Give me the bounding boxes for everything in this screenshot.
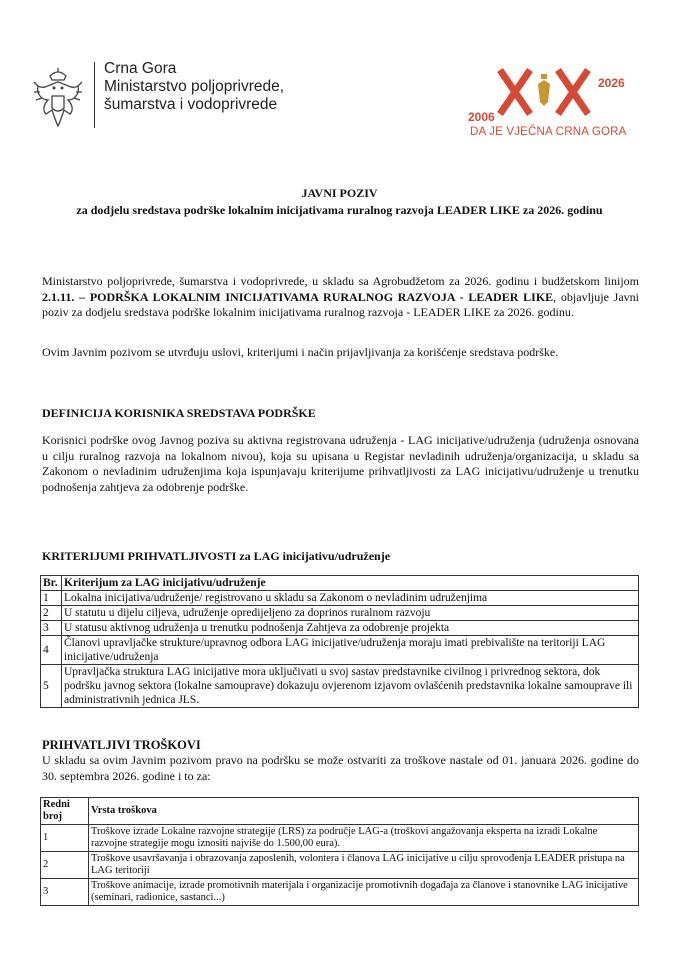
row-number: 3: [41, 879, 89, 906]
table-row: [41, 665, 639, 708]
criteria-table: [40, 575, 639, 708]
intro-text-end: , objavljuje Javni poziv za dodjelu sredstava podrške lokalnim inicijativama ruralnog razvoja - LEADER LIKE za 2026. godinu.: [42, 289, 639, 319]
row-number: 3: [41, 621, 62, 636]
costs-heading: PRIHVATLJIVI TROŠKOVI: [42, 738, 201, 752]
row-number: 2: [41, 606, 62, 621]
ministry-name: [104, 60, 284, 114]
logo-tagline: DA JE VJEČNA CRNA GORA: [470, 126, 627, 138]
row-text: Upravljačka struktura LAG inicijative mora uključivati u svoj sastav predstavnike civilnog i privrednog sektora, dok podršku javnog sektora (lokalne samouprave) dokazuju ovjerenom izjavom ovlašćenih predstavnika lokalne samouprave ili administrativnih jednica JLS.: [62, 665, 639, 708]
row-text: Članovi upravljačke strukture/upravnog odbora LAG inicijative/udruženja moraju imati prebivalište na teritoriji LAG inicijative/udruženja: [62, 636, 639, 665]
row-text: U statutu u dijelu ciljeva, udruženje opredijeljeno za doprinos ruralnom razvoju: [62, 606, 639, 621]
intro-paragraph: [42, 274, 639, 321]
row-number: 4: [41, 636, 62, 665]
table-row: [41, 636, 639, 665]
table-header-row: [41, 576, 639, 591]
col-header-criterion: Kriterijum za LAG inicijativu/udruženje: [62, 576, 639, 591]
definition-text: Korisnici podrške ovog Javnog poziva su aktivna registrovana udruženja - LAG inicijative/udruženja (udruženja osnovana u cilju ruralnog razvoja na lokalnom nivou), koja su upisana u Registar nevladinih udruženja/organizacija, u skladu sa Zakonom o nevladinim udruženjima koja ispunjavaju kriterijume prihvatljivosti za LAG inicijativu/udruženje u trenutku podnošenja zahtjeva za odobrenje podrške.: [42, 433, 639, 494]
table-row: [41, 606, 639, 621]
logo-year-right: 2026: [598, 76, 625, 90]
col-header-cost: Vrsta troškova: [89, 798, 639, 825]
ministry-line2: Ministarstvo poljoprivrede,: [104, 78, 285, 95]
table-row: [41, 621, 639, 636]
intro-paragraph-2: Ovim Javnim pozivom se utvrđuju uslovi, kriterijumi i način prijavljivanja za korišćenje sredstava podrške.: [42, 345, 559, 359]
row-number: 5: [41, 665, 62, 708]
intro-text-start: Ministarstvo poljoprivrede, šumarstva i vodoprivrede, u skladu sa Agrobudžetom za 2026. godinu i budžetskom linijom: [42, 274, 639, 288]
row-text: Troškove animacije, izrade promotivnih materijala i organizacije promotivnih događaja za članove i stanovnike LAG inicijative (seminari, radionice, sastanci...): [89, 879, 639, 906]
row-text: Lokalna inicijativa/udruženje/ registrovano u skladu sa Zakonom o nevladinim udruženjima: [62, 591, 639, 606]
row-text: Troškove izrade Lokalne razvojne strategije (LRS) za područje LAG-a (troškovi angažovanja eksperta na izradi Lokalne razvojne strategije mogu iznositi najviše do 1.500,00 eura).: [89, 825, 639, 852]
ministry-line1: Crna Gora: [104, 60, 177, 77]
col-header-no: Redni broj: [41, 798, 89, 825]
header-divider: [94, 62, 95, 128]
budget-line: 2.1.11. – PODRŠKA LOKALNIM INICIJATIVAMA RURALNOG RAZVOJA - LEADER LIKE: [42, 289, 554, 304]
coat-of-arms-icon: [30, 66, 86, 132]
row-number: 1: [41, 825, 89, 852]
document-title: JAVNI POZIV: [301, 186, 378, 200]
row-number: 1: [41, 591, 62, 606]
col-header-no: Br.: [41, 576, 62, 591]
criteria-heading: KRITERIJUMI PRIHVATLJIVOSTI za LAG inicijativu/udruženje: [42, 549, 391, 563]
table-row: [41, 591, 639, 606]
costs-intro: U skladu sa ovim Javnim pozivom pravo na podršku se može ostvariti za troškove nastale od 01. januara 2026. godine do 30. septembra 2026. godine i to za:: [42, 753, 639, 783]
costs-table: [40, 797, 639, 906]
table-header-row: [41, 798, 639, 825]
row-text: Troškove usavršavanja i obrazovanja zaposlenih, volontera i članova LAG inicijative u cilju sprovođenja LEADER pristupa na LAG teritoriji: [89, 852, 639, 879]
row-number: 2: [41, 852, 89, 879]
logo-year-left: 2006: [468, 110, 495, 124]
definition-heading: DEFINICIJA KORISNIKA SREDSTAVA PODRŠKE: [42, 406, 316, 420]
table-row: [41, 825, 639, 852]
row-text: U statusu aktivnog udruženja u trenutku podnošenja Zahtjeva za odobrenje projekta: [62, 621, 639, 636]
table-row: [41, 879, 639, 906]
document-subtitle: za dodjelu sredstava podrške lokalnim inicijativama ruralnog razvoja LEADER LIKE za 2026. godinu: [76, 203, 603, 217]
table-row: [41, 852, 639, 879]
ministry-line3: šumarstva i vodoprivrede: [104, 96, 278, 113]
